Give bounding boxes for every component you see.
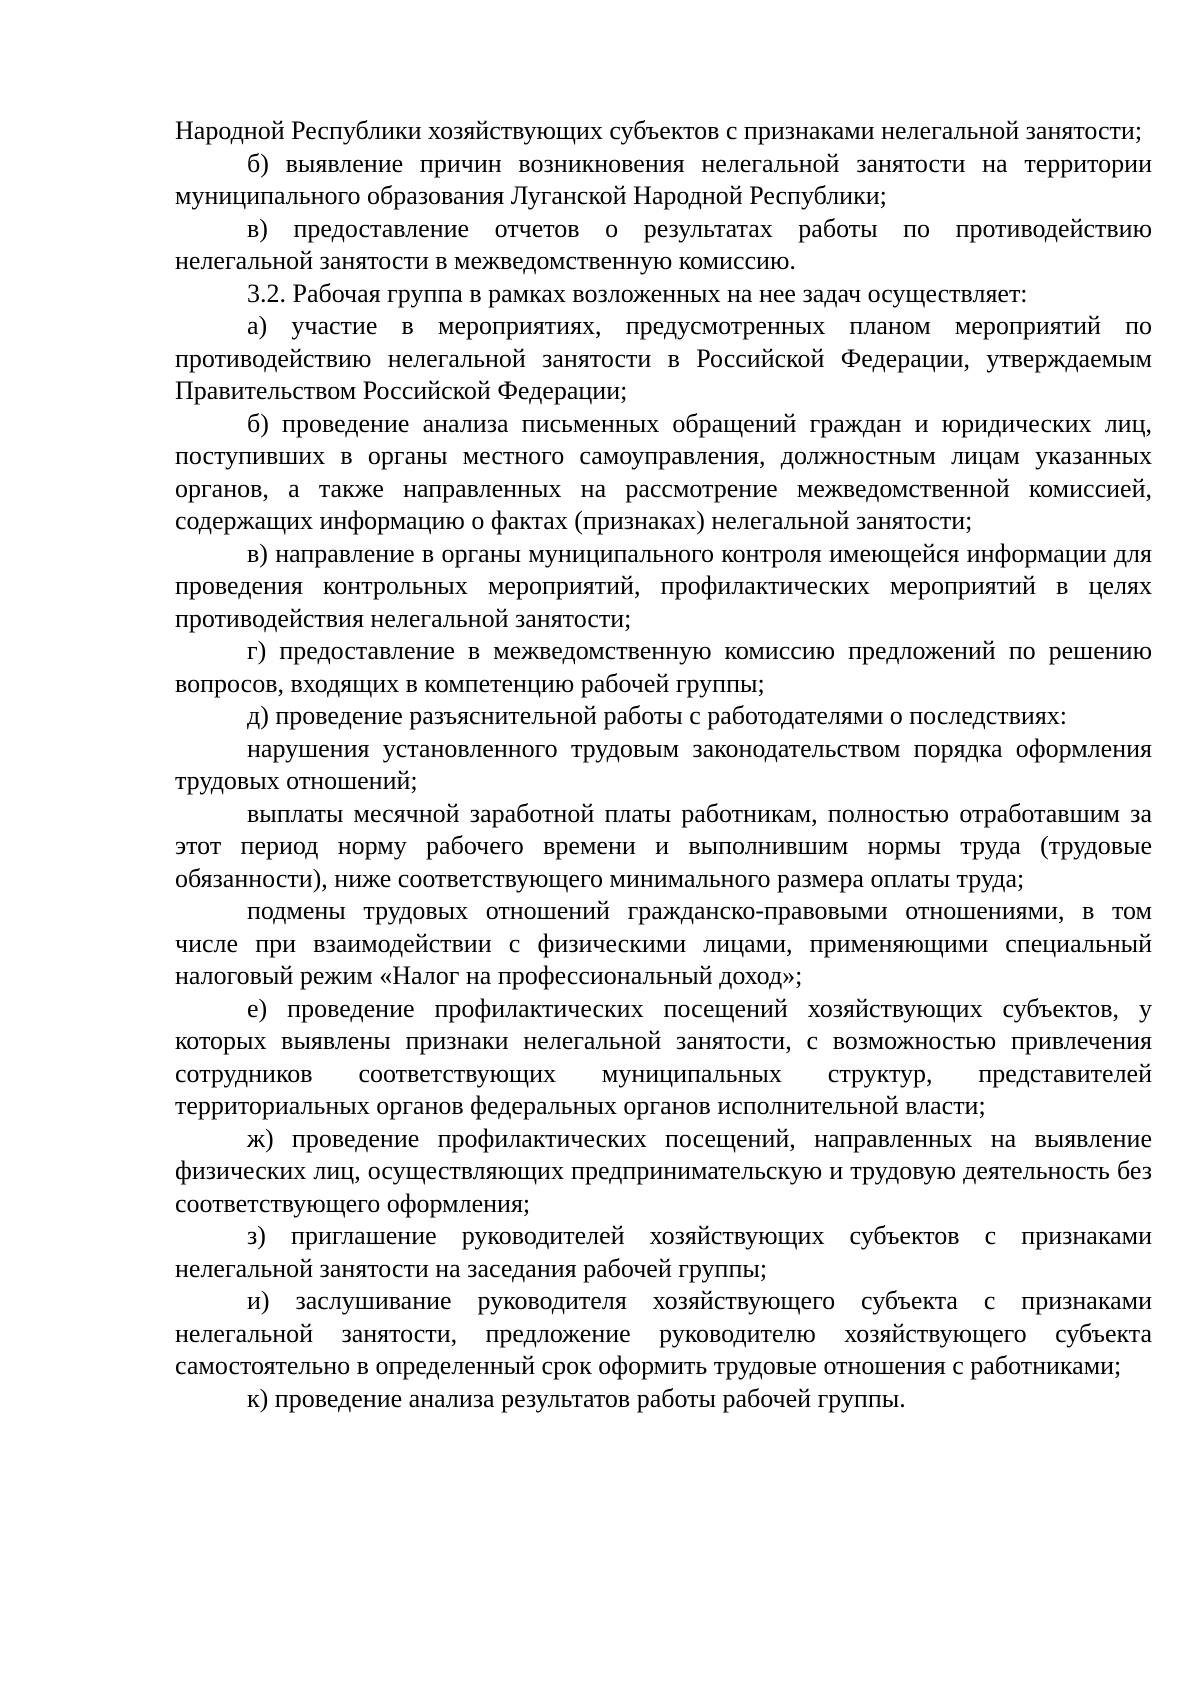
paragraph-subitem-wages: выплаты месячной заработной платы работникам, полностью отработавшим за этот период норму рабочего времени и выполнившим нормы труда (трудовые обязанности), ниже соответствующего минимального размера оплаты труда; — [175, 798, 1152, 893]
paragraph-subitem-violations: нарушения установленного трудовым законодательством порядка оформления трудовых отношений; — [175, 733, 1152, 795]
paragraph-item-a-participation: а) участие в мероприятиях, предусмотренных планом мероприятий по противодействию нелегальной занятости в Российской Федерации, утверждаемым Правительством Российской Федерации; — [175, 311, 1152, 405]
paragraph-subitem-substitution: подмены трудовых отношений гражданско-правовыми отношениями, в том числе при взаимодействии с физическими лицами, применяющими специальный налоговый режим «Налог на профессиональный доход»; — [175, 896, 1152, 990]
document-body — [175, 115, 1152, 1415]
paragraph-item-b-analysis: б) проведение анализа письменных обращений граждан и юридических лиц, поступивших в органы местного самоуправления, должностным лицам указанных органов, а также направленных на рассмотрение межведомственной комиссией, содержащих информацию о фактах (признаках) нелегальной занятости; — [175, 408, 1152, 535]
paragraph-item-d-explanatory-work: д) проведение разъяснительной работы с работодателями о последствиях: — [247, 701, 1068, 730]
paragraph-item-z-invitation: з) приглашение руководителей хозяйствующих субъектов с признаками нелегальной занятости на заседания рабочей группы; — [175, 1221, 1152, 1283]
paragraph-item-e-visits: е) проведение профилактических посещений хозяйствующих субъектов, у которых выявлены признаки нелегальной занятости, с возможностью привлечения сотрудников соответствующих муниципальных структур, представителей территориальных органов федеральных органов исполнительной власти; — [175, 993, 1152, 1120]
paragraph-item-v-reports: в) предоставление отчетов о результатах работы по противодействию нелегальной занятости в межведомственную комиссию. — [175, 213, 1152, 275]
paragraph-item-b-causes: б) выявление причин возникновения нелегальной занятости на территории муниципального образования Луганской Народной Республики; — [175, 148, 1152, 210]
paragraph-section-3-2: 3.2. Рабочая группа в рамках возложенных на нее задач осуществляет: — [247, 278, 1028, 308]
paragraph-item-v-direction: в) направление в органы муниципального контроля имеющейся информации для проведения контрольных мероприятий, профилактических мероприятий в целях противодействия нелегальной занятости; — [175, 538, 1152, 633]
paragraph-item-i-hearing: и) заслушивание руководителя хозяйствующего субъекта с признаками нелегальной занятости, предложение руководителю хозяйствующего субъекта самостоятельно в определенный срок оформить трудовые отношения с работниками; — [175, 1286, 1152, 1380]
paragraph-item-g-proposals: г) предоставление в межведомственную комиссию предложений по решению вопросов, входящих в компетенцию рабочей группы; — [175, 636, 1152, 698]
paragraph-item-k-analysis: к) проведение анализа результатов работы рабочей группы. — [247, 1383, 906, 1413]
paragraph-item-zh-visits: ж) проведение профилактических посещений, направленных на выявление физических лиц, осуществляющих предпринимательскую и трудовую деятельность без соответствующего оформления; — [175, 1123, 1152, 1218]
paragraph-continuation: Народной Республики хозяйствующих субъектов с признаками нелегальной занятости; — [175, 116, 1143, 145]
